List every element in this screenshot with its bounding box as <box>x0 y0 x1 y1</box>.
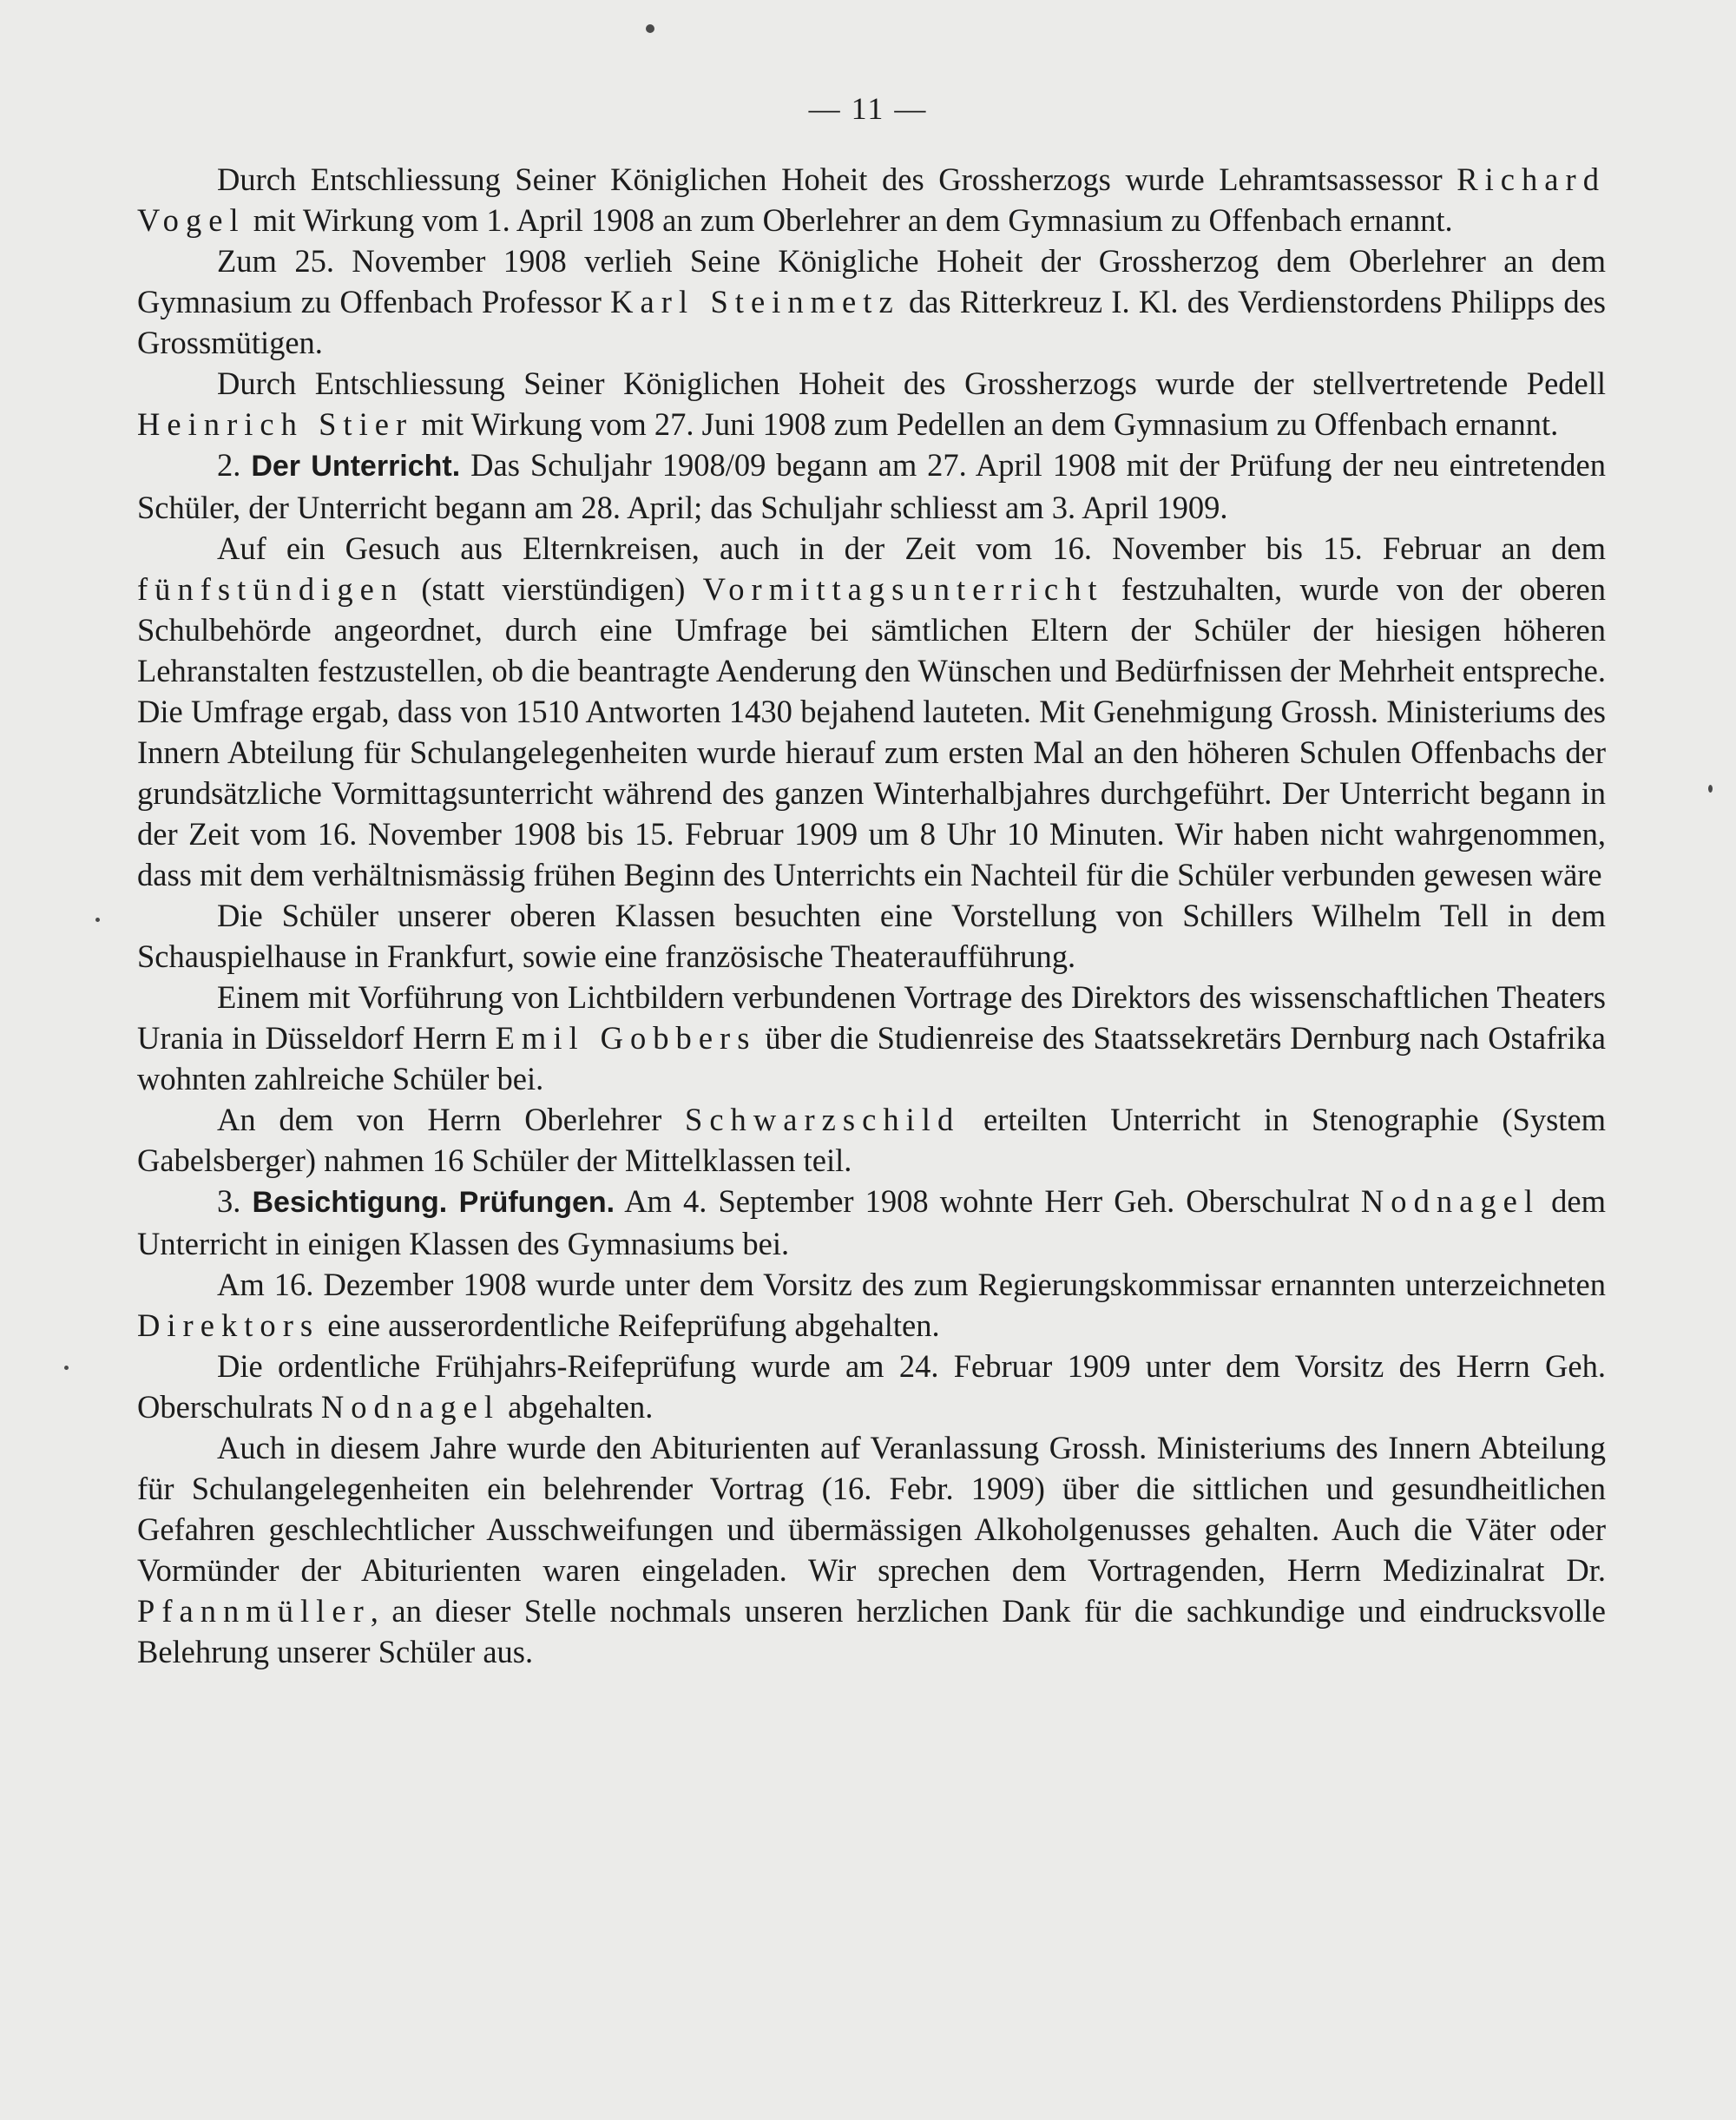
text-run: An dem von Herrn Oberlehrer <box>217 1102 685 1137</box>
spaced-name: Direktors <box>137 1307 320 1343</box>
spaced-name: Nodnagel <box>1360 1183 1541 1219</box>
paragraph <box>137 1099 1606 1181</box>
spaced-name: Richard Vogel <box>137 161 1606 238</box>
spaced-name: Heinrich Stier <box>137 406 414 442</box>
spaced-name: Emil Gobbers <box>495 1020 757 1056</box>
body-text <box>137 159 1606 1672</box>
paragraph <box>137 363 1606 444</box>
paragraph <box>137 444 1606 528</box>
text-run: eine ausserordentliche Reifeprüfung abgehalten. <box>319 1307 940 1343</box>
ink-speck <box>646 24 654 33</box>
ink-speck <box>95 918 100 922</box>
text-run: Auf ein Gesuch aus Elternkreisen, auch in der Zeit vom 16. November bis 15. Februar an dem <box>217 530 1606 566</box>
text-run: abgehalten. <box>500 1389 654 1425</box>
page-number: — 11 — <box>808 91 928 126</box>
spaced-name: Nodnagel <box>320 1389 500 1425</box>
text-run: Am 16. Dezember 1908 wurde unter dem Vorsitz des zum Regierungskommissar ernannten unterzeichneten <box>217 1267 1606 1302</box>
text-run: (statt vierstündigen) <box>404 571 703 607</box>
text-run: Die Schüler unserer oberen Klassen besuchten eine Vorstellung von Schillers Wilhelm Tell in dem Schauspielhause in Frankfurt, sowie eine französische Theateraufführung. <box>137 898 1606 974</box>
paragraph <box>137 895 1606 977</box>
paragraph <box>137 1181 1606 1264</box>
text-run: dem Unterricht in einigen Klassen des Gymnasiums bei. <box>137 1183 1606 1261</box>
spaced-name: fünfstündigen <box>137 571 404 607</box>
ink-speck <box>64 1366 69 1370</box>
section-heading: Besichtigung. Prüfungen. <box>252 1186 615 1219</box>
text-run: Das Schuljahr 1908/09 begann am 27. April 1908 mit der Prüfung der neu eintretenden Schüler, der Unterricht begann am 28. April; das Schuljahr schliesst am 3. April 1909. <box>137 447 1606 525</box>
text-run: über die Studienreise des Staatssekretärs Dernburg nach Ostafrika wohnten zahlreiche Schüler bei. <box>137 1020 1607 1096</box>
text-run: Die ordentliche Frühjahrs-Reifeprüfung wurde am 24. Februar 1909 unter dem Vorsitz des Herrn Geh. Oberschulrats <box>137 1348 1606 1425</box>
spaced-name: Pfannmüller <box>137 1593 371 1629</box>
text-run: 2. <box>217 447 252 483</box>
section-heading: Der Unterricht. <box>251 450 461 483</box>
text-run: Auch in diesem Jahre wurde den Abiturienten auf Veranlassung Grossh. Ministeriums des Innern Abteilung für Schulangelegenheiten ein belehrender Vortrag (16. Febr. 1909) über die sittlichen und gesundheitlichen Gefahren geschlechtlicher Ausschweifungen und übermässigen Alkoholgenusses gehalten. Auch die Väter oder Vormünder der Abiturienten waren eingeladen. Wir sprechen dem Vortragenden, Herrn Medizinalrat Dr. <box>137 1430 1606 1588</box>
ink-speck <box>1708 785 1713 793</box>
paragraph <box>137 528 1606 895</box>
text-run: Durch Entschliessung Seiner Königlichen Hoheit des Grossherzogs wurde der stellvertretende Pedell <box>217 365 1606 401</box>
text-run: mit Wirkung vom 27. Juni 1908 zum Pedellen an dem Gymnasium zu Offenbach ernannt. <box>413 406 1559 442</box>
text-run: mit Wirkung vom 1. April 1908 an zum Oberlehrer an dem Gymnasium zu Offenbach ernannt. <box>245 202 1453 238</box>
spaced-name: Vormittagsunterricht <box>702 571 1104 607</box>
text-run: das Ritterkreuz I. Kl. des Verdienstordens Philipps des Grossmütigen. <box>137 284 1607 360</box>
text-run: , an dieser Stelle nochmals unseren herzlichen Dank für die sachkundige und eindrucksvolle Belehrung unserer Schüler aus. <box>137 1593 1606 1669</box>
paragraph <box>137 1346 1606 1427</box>
spaced-name: Karl Steinmetz <box>610 284 900 319</box>
paragraph <box>137 1427 1606 1672</box>
paragraph <box>137 159 1606 240</box>
text-run: erteilten Unterricht in Stenographie (System Gabelsberger) nahmen 16 Schüler der Mittelklassen teil. <box>137 1102 1607 1178</box>
text-run: Durch Entschliessung Seiner Königlichen Hoheit des Grossherzogs wurde Lehramtsassessor <box>217 161 1457 197</box>
paragraph <box>137 977 1606 1099</box>
paragraph <box>137 1264 1606 1346</box>
text-run: Zum 25. November 1908 verlieh Seine Königliche Hoheit der Grossherzog dem Oberlehrer an dem Gymnasium zu Offenbach Professor <box>137 243 1606 319</box>
text-run: festzuhalten, wurde von der oberen Schulbehörde angeordnet, durch eine Umfrage bei sämtlichen Eltern der Schüler der hiesigen höheren Lehranstalten festzustellen, ob die beantragte Aenderung den Wünschen und Bedürfnissen der Mehrheit entspreche. Die Umfrage ergab, dass von 1510 Antworten 1430 bejahend lauteten. Mit Genehmigung Grossh. Ministeriums des Innern Abteilung für Schulangelegenheiten wurde hierauf zum ersten Mal an den höheren Schulen Offenbachs der grundsätzliche Vormittagsunterricht während des ganzen Winterhalbjahres durchgeführt. Der Unterricht begann in der Zeit vom 16. November 1908 bis 15. Februar 1909 um 8 Uhr 10 Minuten. Wir haben nicht wahrgenommen, dass mit dem verhältnismässig frühen Beginn des Unterrichts ein Nachteil für die Schüler verbunden gewesen wäre <box>137 571 1606 892</box>
text-run: Am 4. September 1908 wohnte Herr Geh. Oberschulrat <box>615 1183 1361 1219</box>
text-run: Einem mit Vorführung von Lichtbildern verbundenen Vortrage des Direktors des wissenschaftlichen Theaters Urania in Düsseldorf Herrn <box>137 979 1606 1056</box>
spaced-name: Schwarzschild <box>684 1102 961 1137</box>
text-run: 3. <box>217 1183 253 1219</box>
paragraph <box>137 240 1606 363</box>
